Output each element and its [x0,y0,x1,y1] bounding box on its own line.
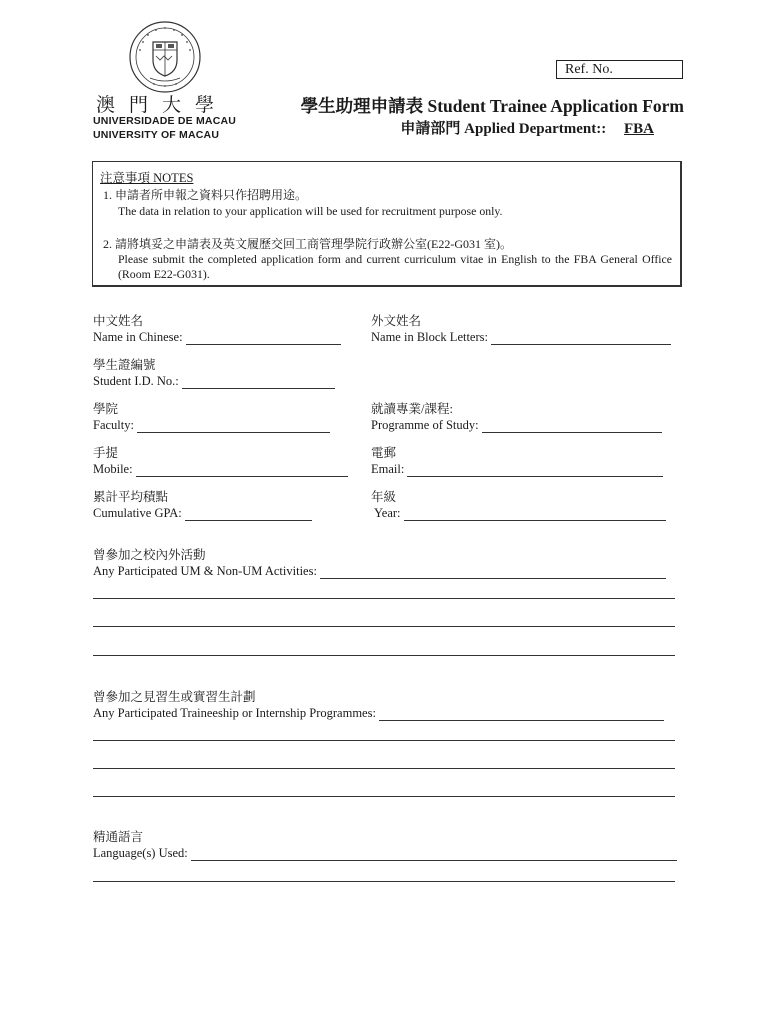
email-input[interactable] [407,465,663,477]
field-programme: 就讀專業/課程: Programme of Study: [371,399,662,433]
internships-line-4[interactable] [93,796,675,797]
field-year: 年級 Year: [371,487,666,521]
student-id-input[interactable] [182,377,335,389]
faculty-input[interactable] [137,421,330,433]
activities-line-3[interactable] [93,626,675,627]
field-name-block: 外文姓名 Name in Block Letters: [371,311,671,345]
internships-line-2[interactable] [93,740,675,741]
internships-line-3[interactable] [93,768,675,769]
mobile-input[interactable] [136,465,348,477]
university-name-english: UNIVERSITY OF MACAU [93,129,220,141]
notes-heading: 注意事項 NOTES [100,171,194,185]
languages-input[interactable] [191,849,677,861]
note-1-english: The data in relation to your application will be used for recruitment purpose only. [118,204,503,218]
ref-number-label: Ref. No. [565,62,613,77]
name-chinese-input[interactable] [186,333,341,345]
field-internships: 曾參加之見習生或實習生計劃 Any Participated Traineeship or Internship Programmes: [93,687,664,721]
field-student-id: 學生證編號 Student I.D. No.: [93,355,335,389]
university-name-chinese: 澳門大學 [96,94,229,116]
activities-line-4[interactable] [93,655,675,656]
field-languages: 精通語言 Language(s) Used: [93,827,677,861]
notes-box [92,161,682,287]
note-2-chinese: 2. 請將填妥之申請表及英文履歷交回工商管理學院行政辦公室(E22-G031 室)。 [103,237,512,251]
activities-line-2[interactable] [93,598,675,599]
field-mobile: 手提 Mobile: [93,443,348,477]
field-name-chinese: 中文姓名 Name in Chinese: [93,311,341,345]
field-activities: 曾參加之校內外活動 Any Participated UM & Non-UM Activities: [93,545,666,579]
internships-input[interactable] [379,709,664,721]
applied-department [400,117,684,138]
languages-line-2[interactable] [93,881,675,882]
note-1-chinese: 1. 申請者所申報之資料只作招聘用途。 [103,188,308,202]
university-seal-logo [128,20,202,94]
ref-number-box[interactable] [556,60,683,79]
field-gpa: 累計平均積點 Cumulative GPA: [93,487,312,521]
form-title: 學生助理申請表 Student Trainee Application Form [300,96,684,116]
gpa-input[interactable] [185,509,312,521]
applied-department-label: 申請部門 Applied Department:: [400,121,607,137]
name-block-input[interactable] [491,333,671,345]
activities-input[interactable] [320,567,666,579]
year-input[interactable] [404,509,666,521]
applied-department-value: FBA [624,121,654,137]
university-name-portuguese: UNIVERSIDADE DE MACAU [93,115,237,127]
programme-input[interactable] [482,421,662,433]
note-2-english: Please submit the completed application form and current curriculum vitae in English to the FBA General Office (Room E22-G031). [118,252,672,281]
field-faculty: 學院 Faculty: [93,399,330,433]
field-email: 電郵 Email: [371,443,663,477]
